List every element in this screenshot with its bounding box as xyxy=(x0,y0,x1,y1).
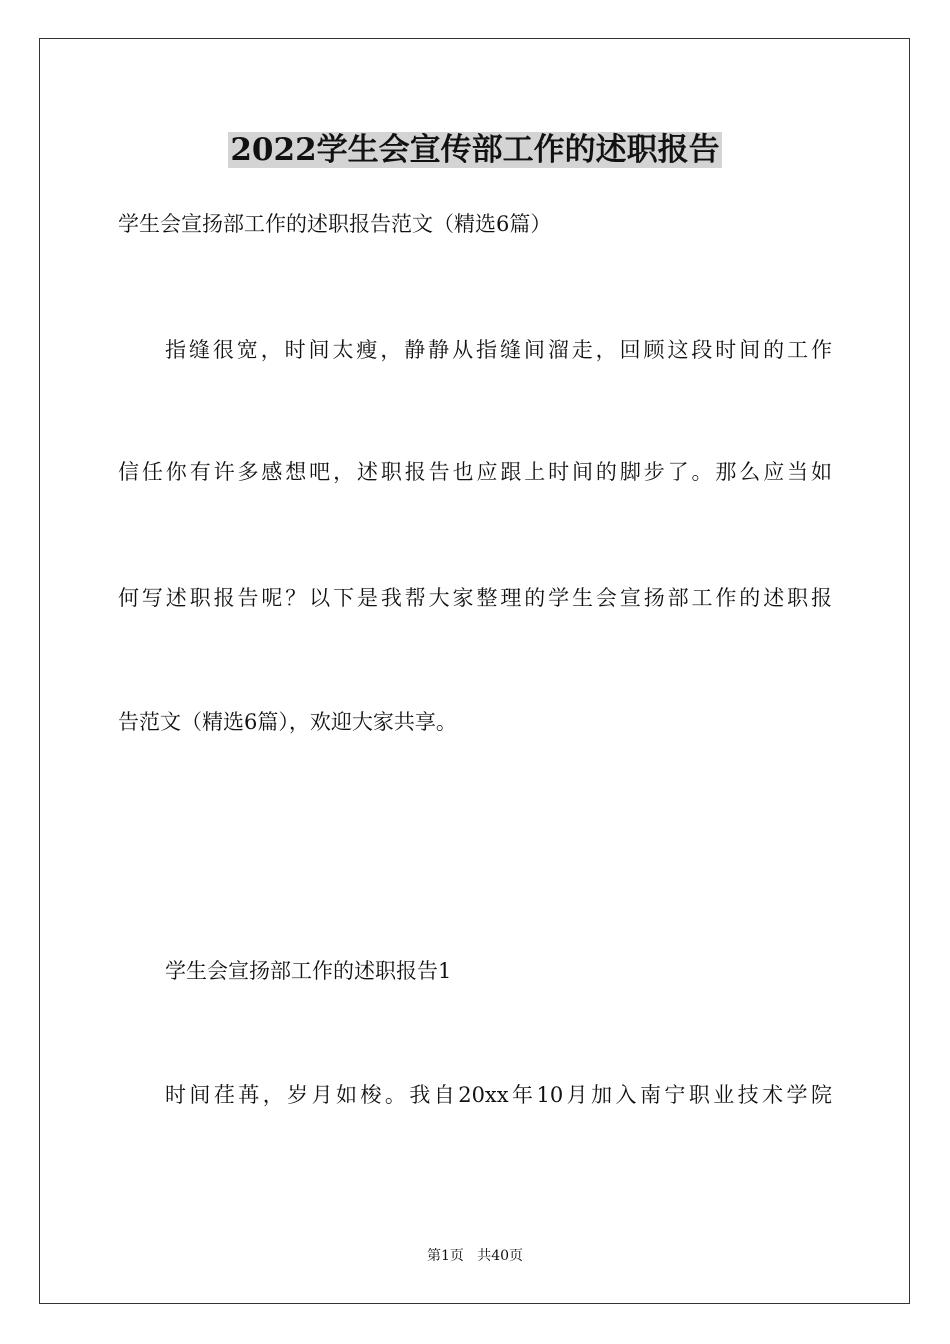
document-subtitle: 学生会宣扬部工作的述职报告范文（精选6篇） xyxy=(118,212,552,236)
intro-line-4: 告范文（精选6篇），欢迎大家共享。 xyxy=(118,710,457,734)
section-first-line: 时间荏苒，岁月如梭。我自20xx年10月加入南宁职业技术学院 xyxy=(165,1083,832,1107)
intro-line-1: 指缝很宽，时间太瘦，静静从指缝间溜走，回顾这段时间的工作 xyxy=(165,338,832,362)
document-title xyxy=(0,128,950,172)
intro-line-3: 何写述职报告呢？以下是我帮大家整理的学生会宣扬部工作的述职报 xyxy=(118,586,832,610)
section-heading: 学生会宣扬部工作的述职报告1 xyxy=(165,959,452,983)
document-title-text: 2022学生会宣传部工作的述职报告 xyxy=(230,132,720,168)
intro-line-2: 信任你有许多感想吧，述职报告也应跟上时间的脚步了。那么应当如 xyxy=(118,460,832,484)
page-footer: 第1页 共40页 xyxy=(426,1248,524,1264)
